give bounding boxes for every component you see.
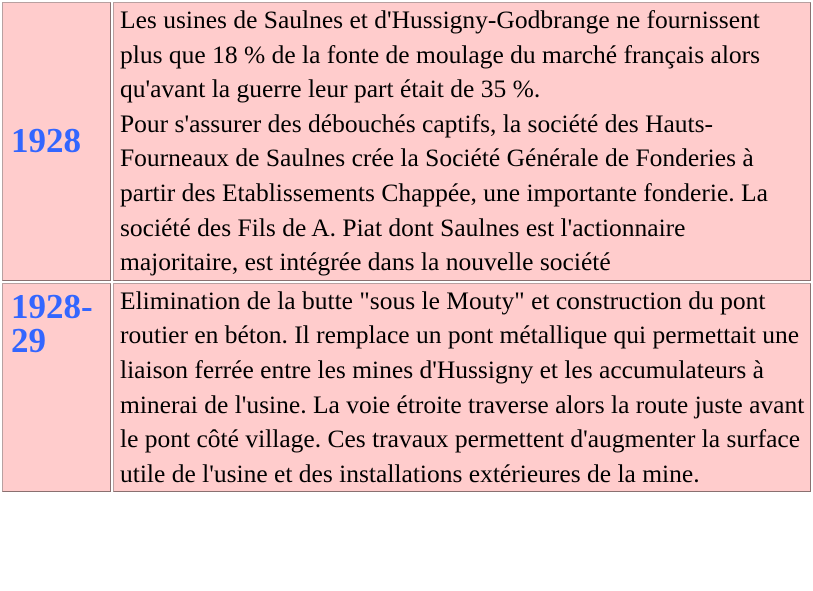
description-paragraph: Les usines de Saulnes et d'Hussigny-Godbrange ne fournissent plus que 18 % de la fonte de moulage du marché français alors qu'avant la guerre leur part était de 35 %. [120, 5, 761, 104]
year-label: 1928-29 [11, 286, 93, 360]
description-cell [113, 283, 811, 493]
year-cell [2, 283, 111, 493]
table-row [2, 283, 811, 493]
year-cell [2, 2, 111, 281]
table-row [2, 2, 811, 281]
description-cell [113, 2, 811, 281]
description-paragraph: Elimination de la butte "sous le Mouty" et construction du pont routier en béton. Il remplace un pont métallique qui permettait une liaison ferrée entre les mines d'Hussigny et les accumulateurs à minerai de l'usine. La voie étroite traverse alors la route juste avant le pont côté village. Ces travaux permettent d'augmenter la surface utile de l'usine et des installations extérieures de la mine. [120, 285, 805, 488]
description-paragraph: Pour s'assurer des débouchés captifs, la société des Hauts-Fourneaux de Saulnes crée la Société Générale de Fonderies à partir des Etablissements Chappée, une importante fonderie. La société des Fils de A. Piat dont Saulnes est l'actionnaire majoritaire, est intégrée dans la nouvelle société [120, 108, 768, 277]
year-label: 1928 [11, 121, 81, 161]
